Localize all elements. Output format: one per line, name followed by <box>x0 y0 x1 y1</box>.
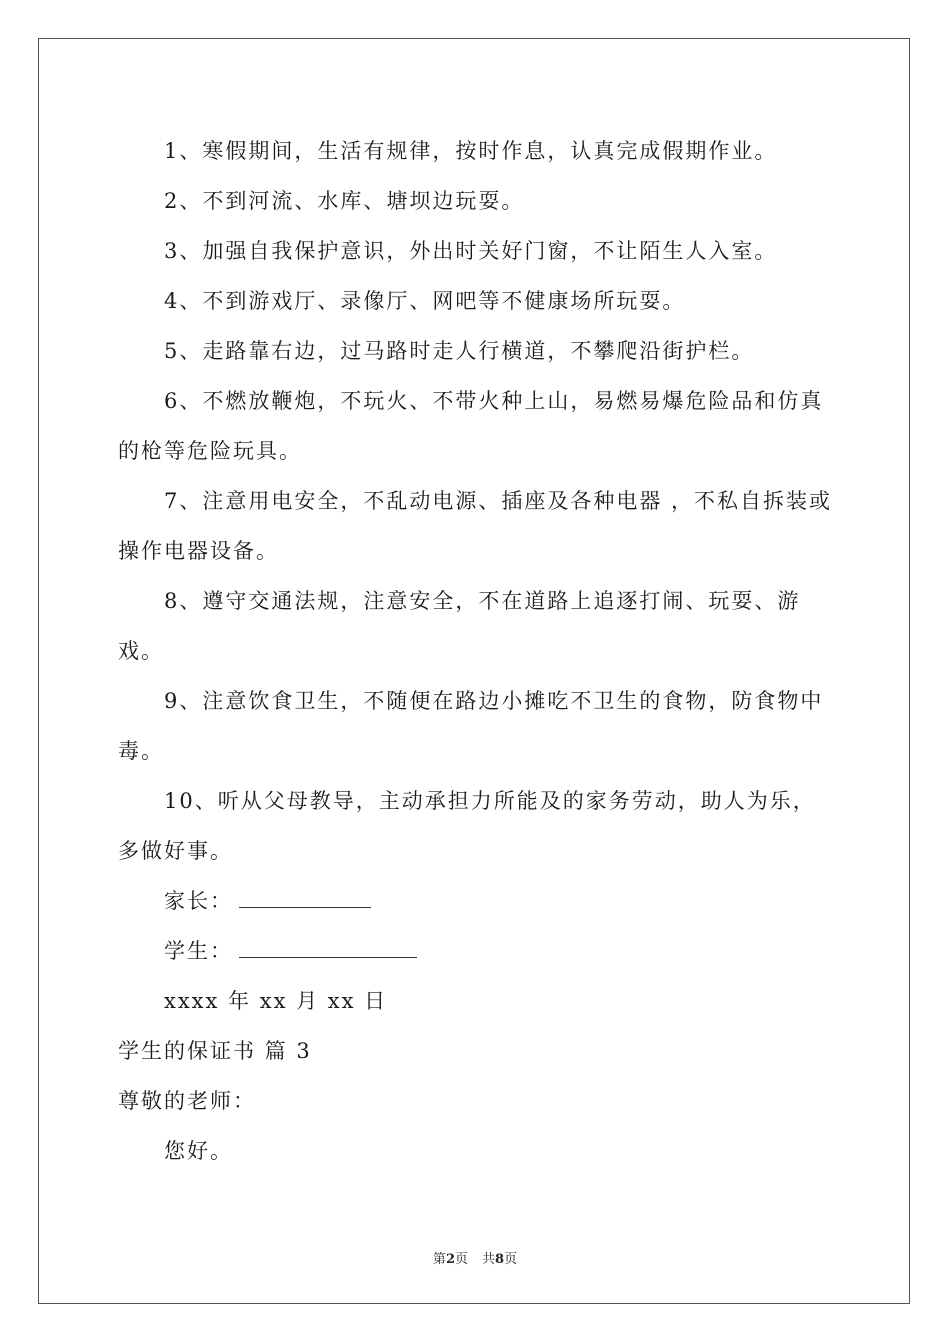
list-item: 3、加强自我保护意识，外出时关好门窗，不让陌生人入室。 <box>164 239 778 263</box>
footer-page-prefix: 第 <box>432 1252 446 1267</box>
list-item: 10、听从父母教导，主动承担力所能及的家务劳动，助人为乐，多做好事。 <box>118 789 816 863</box>
list-item: 9、注意饮食卫生，不随便在路边小摊吃不卫生的食物，防食物中毒。 <box>118 689 824 763</box>
section-title: 学生的保证书 篇 3 <box>118 1039 312 1063</box>
document-body <box>118 126 838 1176</box>
footer-page-total: 8 <box>495 1252 505 1267</box>
list-item: 5、走路靠右边，过马路时走人行横道，不攀爬沿街护栏。 <box>164 339 755 363</box>
footer-total-suffix: 页 <box>504 1252 518 1267</box>
list-item: 7、注意用电安全，不乱动电源、插座及各种电器 ，不私自拆装或操作电器设备。 <box>118 489 833 563</box>
list-item: 8、遵守交通法规，注意安全，不在道路上追逐打闹、玩耍、游戏。 <box>118 589 801 663</box>
parent-label: 家长： <box>164 889 233 913</box>
date-line: xxxx 年 xx 月 xx 日 <box>164 989 388 1013</box>
greeting: 您好。 <box>164 1139 233 1163</box>
list-item: 1、寒假期间，生活有规律，按时作息，认真完成假期作业。 <box>164 139 778 163</box>
page-footer <box>0 1248 950 1267</box>
parent-signature <box>118 876 838 926</box>
parent-signature-line <box>239 891 371 908</box>
list-item: 6、不燃放鞭炮，不玩火、不带火种上山，易燃易爆危险品和仿真的枪等危险玩具。 <box>118 389 824 463</box>
student-signature <box>118 926 838 976</box>
footer-page-mid: 页 <box>454 1252 468 1267</box>
list-item: 2、不到河流、水库、塘坝边玩耍。 <box>164 189 525 213</box>
footer-page-current: 2 <box>445 1252 455 1267</box>
student-signature-line <box>239 941 417 958</box>
footer-total-prefix: 共 <box>482 1252 496 1267</box>
salutation: 尊敬的老师： <box>118 1089 256 1113</box>
student-label: 学生： <box>164 939 233 963</box>
list-item: 4、不到游戏厅、录像厅、网吧等不健康场所玩耍。 <box>164 289 686 313</box>
